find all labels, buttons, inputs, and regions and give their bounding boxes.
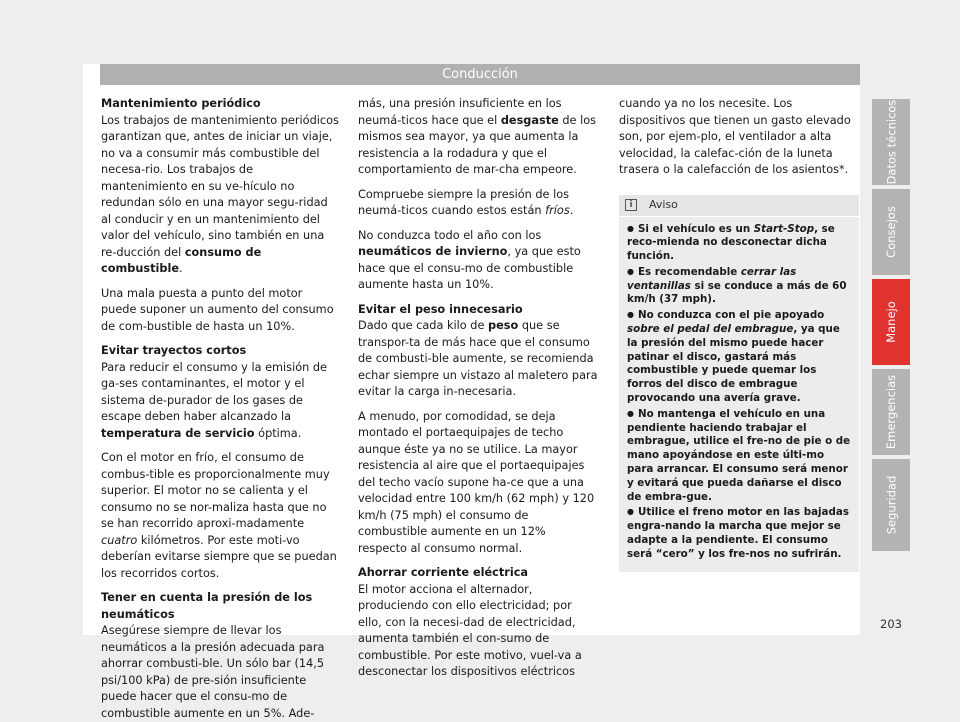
text: si se conduce a más de 60 km/h (37 mph). bbox=[627, 279, 847, 306]
notice-item bbox=[627, 223, 851, 264]
paragraph bbox=[358, 187, 598, 220]
text: que se transpor-ta de más hace que el consumo de combusti-ble aumente, se recomienda echar siempre un vistazo al maletero para evitar la carga in-necesaria. bbox=[358, 319, 598, 398]
tab-label: Manejo bbox=[884, 301, 899, 343]
notice-box bbox=[619, 195, 859, 572]
bold-text: temperatura de servicio bbox=[101, 426, 255, 440]
heading-short-trips: Evitar trayectos cortos bbox=[101, 344, 247, 357]
heading-tire-pressure: Tener en cuenta la presión de los neumáticos bbox=[101, 591, 313, 621]
italic-text: cuatro bbox=[101, 533, 138, 547]
text: Es recomendable bbox=[637, 265, 741, 278]
tab-label: Seguridad bbox=[884, 475, 899, 535]
italic-text: Start-Stop bbox=[753, 222, 815, 235]
notice-header bbox=[619, 195, 859, 217]
text: . bbox=[569, 204, 574, 217]
notice-body bbox=[619, 217, 859, 572]
text: Si el vehículo es un bbox=[637, 222, 754, 235]
paragraph: El motor acciona el alternador, produciendo con ello electricidad; por ello, con la necesi-dad de electricidad, aumenta también el con-sumo de combustible. Por este motivo, vuel-va a desconectar los dispositivos eléctricos bbox=[358, 582, 582, 678]
column-right bbox=[619, 96, 859, 572]
tab-consejos[interactable] bbox=[872, 189, 910, 275]
text: más, una presión insuficiente en los neumá-ticos hace que el bbox=[358, 97, 562, 127]
section-header: Conducción bbox=[100, 64, 860, 85]
text: . bbox=[178, 262, 183, 275]
tab-label: Emergencias bbox=[884, 374, 899, 450]
text: , ya que esto hace que el consu-mo de combustible aumente hasta un 10%. bbox=[358, 245, 581, 291]
paragraph: A menudo, por comodidad, se deja montado el portaequipajes de techo aunque éste ya no se utilice. La mayor resistencia al aire que el portaequipajes del techo vacío supone ha-ce que a una velocidad entre 100 km/h (62 mph) y 120 km/h (75 mph) el consumo de combustible aumente en un 12% respecto al consumo normal. bbox=[358, 409, 595, 555]
text: Los trabajos de mantenimiento periódicos garantizan que, antes de iniciar un viaje, no va a consumir más combustible del necesa-rio. Los trabajos de mantenimiento en su ve-hículo no redundan sólo en una mayor segu-ridad al conducir y en un mantenimiento del valor del vehículo, sino también en una re-ducción del bbox=[101, 113, 339, 259]
italic-text: sobre el pedal del embrague bbox=[627, 323, 794, 336]
bold-text: desgaste bbox=[500, 113, 559, 127]
paragraph: Una mala puesta a punto del motor puede suponer un aumento del consumo de com-bustible de hasta un 10%. bbox=[101, 286, 334, 333]
text: , ya que la presión del mismo puede hacer patinar el disco, gastará más combustible y puede quemar los forros del disco de embrague provocando una avería grave. bbox=[627, 323, 840, 405]
paragraph bbox=[101, 113, 341, 278]
column-left bbox=[101, 96, 341, 722]
bold-text: consumo de combustible bbox=[101, 245, 262, 275]
column-middle bbox=[358, 96, 598, 681]
notice-item bbox=[627, 266, 851, 307]
text: No conduzca todo el año con los bbox=[358, 228, 542, 242]
text: de los mismos sea mayor, ya que aumenta la resistencia a la rodadura y que el comportamiento de mar-cha empeore. bbox=[358, 113, 597, 176]
tab-emergencias[interactable] bbox=[872, 369, 910, 455]
tab-label: Consejos bbox=[884, 206, 898, 258]
italic-text: cerrar las ventanillas bbox=[627, 265, 797, 292]
paragraph bbox=[358, 96, 598, 179]
text: , se reco-mienda no desconectar dicha función. bbox=[627, 222, 835, 263]
page-number: 203 bbox=[880, 617, 902, 631]
heading-electricity: Ahorrar corriente eléctrica bbox=[358, 566, 529, 579]
paragraph bbox=[358, 318, 598, 401]
tab-seguridad[interactable] bbox=[872, 459, 910, 551]
bold-text: peso bbox=[488, 319, 519, 332]
text: kilómetros. Por este moti-vo deberían evitarse siempre que se puedan los recorridos cortos. bbox=[101, 533, 337, 580]
italic-text: fríos bbox=[545, 204, 570, 217]
bold-text: neumáticos de invierno bbox=[358, 245, 508, 258]
notice-item bbox=[627, 309, 851, 406]
tab-manejo[interactable] bbox=[872, 279, 910, 365]
text: No conduzca con el pie apoyado bbox=[637, 309, 825, 322]
paragraph bbox=[358, 228, 598, 294]
paragraph bbox=[101, 360, 341, 443]
paragraph: cuando ya no los necesite. Los dispositivos que tienen un gasto elevado son, por ejem-plo, el ventilador a alta velocidad, la calefac-ción de la luneta trasera o la calefacción de los asientos*. bbox=[619, 97, 851, 176]
heading-weight: Evitar el peso innecesario bbox=[358, 302, 523, 316]
notice-item: ● Utilice el freno motor en las bajadas engra-nando la marcha que mejor se adapte a la pendiente. El consumo será “cero” y los fre-nos no sufrirán. bbox=[627, 506, 851, 561]
text: Para reducir el consumo y la emisión de ga-ses contaminantes, el motor y el sistema de-purador de los gases de escape deben haber alcanzado la bbox=[101, 360, 327, 423]
heading-maintenance: Mantenimiento periódico bbox=[101, 97, 261, 110]
text: Con el motor en frío, el consumo de combus-tible es proporcionalmente muy superior. El motor no se calienta y el consumo no se nor-maliza hasta que no se han recorrido aproxi-madamente bbox=[101, 451, 330, 530]
paragraph: Asegúrese siempre de llevar los neumáticos a la presión adecuada para ahorrar combusti-ble. Un sólo bar (14,5 psi/100 kPa) de pre-sión insuficiente puede hacer que el consu-mo de combustible aumente en un 5%. Ade- bbox=[101, 624, 325, 720]
chapter-tabs bbox=[872, 99, 910, 555]
info-icon: i bbox=[625, 199, 637, 211]
text: Compruebe siempre la presión de los neumá-ticos cuando estos están bbox=[358, 187, 570, 217]
notice-item: ● No mantenga el vehículo en una pendiente haciendo trabajar el embrague, utilice el fre-no de pie o de mano apoyándose en este últi-mo para arrancar. El consumo será menor y evitará que pueda dañarse el disco de embra-gue. bbox=[627, 408, 851, 505]
tab-datos-tecnicos[interactable] bbox=[872, 99, 910, 185]
tab-label: Datos técnicos bbox=[884, 99, 898, 185]
notice-title: Aviso bbox=[649, 197, 678, 211]
text: Dado que cada kilo de bbox=[358, 319, 489, 332]
text: óptima. bbox=[254, 426, 302, 440]
paragraph bbox=[101, 450, 341, 582]
